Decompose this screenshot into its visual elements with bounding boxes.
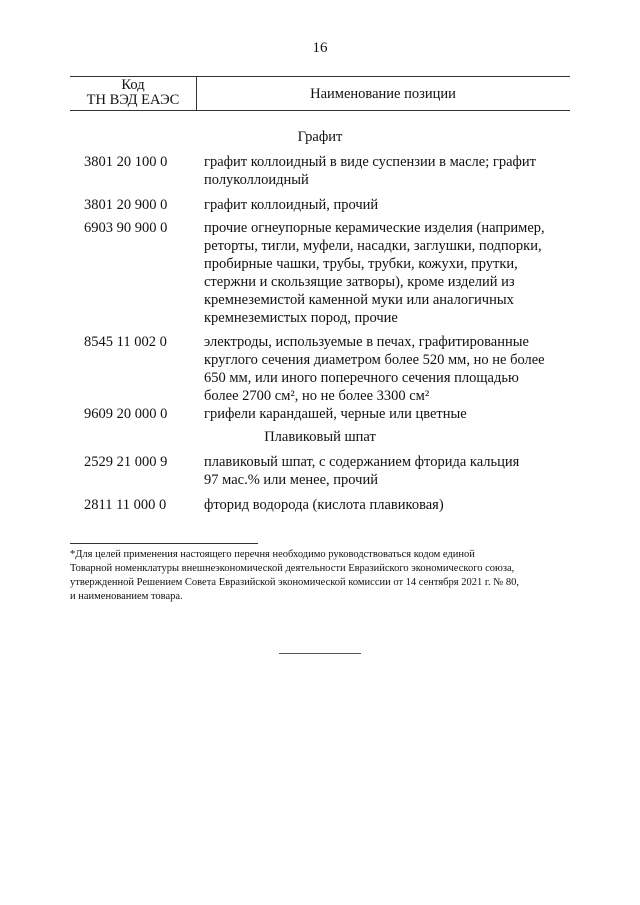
footnote-rule (70, 543, 258, 544)
row-code: 8545 11 002 0 (84, 334, 167, 350)
description-line: реторты, тигли, муфели, насадки, заглушки, подпорки, (204, 238, 542, 254)
header-code-line1: Код (121, 77, 145, 93)
row-description (204, 405, 574, 423)
description-line: 97 мас.% или менее, прочий (204, 472, 378, 488)
end-of-document-rule (279, 653, 361, 654)
description-line: кремнеземистых пород, прочие (204, 310, 398, 326)
description-line: круглого сечения диаметром более 520 мм, но не более (204, 352, 545, 368)
table-header-name: Наименование позиции (310, 86, 456, 102)
row-code: 2811 11 000 0 (84, 497, 167, 513)
footnote (70, 548, 568, 604)
footnote-line: *Для целей применения настоящего перечня необходимо руководствоваться кодом единой (70, 549, 475, 560)
description-line: графит коллоидный в виде суспензии в масле; графит (204, 154, 537, 170)
description-line: электроды, используемые в печах, графитированные (204, 334, 529, 350)
section-title-graphite: Графит (297, 129, 343, 145)
description-line: фторид водорода (кислота плавиковая) (204, 497, 444, 513)
row-description (204, 333, 574, 405)
description-line: полуколлоидный (204, 172, 309, 188)
description-line: плавиковый шпат, с содержанием фторида кальция (204, 454, 520, 470)
header-code-line2: ТН ВЭД ЕАЭС (86, 92, 180, 108)
section-title-fluorspar: Плавиковый шпат (264, 429, 376, 445)
table-top-rule (70, 76, 570, 77)
row-description (204, 219, 574, 327)
page-number: 16 (312, 40, 328, 56)
footnote-line: и наименованием товара. (70, 591, 183, 602)
description-line: графит коллоидный, прочий (204, 197, 379, 213)
description-line: пробирные чашки, трубы, трубки, кожухи, прутки, (204, 256, 518, 272)
description-line: 650 мм, или иного поперечного сечения площадью (204, 370, 519, 386)
row-description (204, 496, 574, 514)
footnote-line: Товарной номенклатуры внешнеэкономической деятельности Евразийского экономического союза, (70, 563, 515, 574)
row-code: 3801 20 900 0 (84, 197, 168, 213)
row-code: 9609 20 000 0 (84, 406, 168, 422)
row-description (204, 153, 574, 189)
row-code: 6903 90 900 0 (84, 220, 168, 236)
table-header-bottom-rule (70, 110, 570, 111)
description-line: кремнеземистой каменной муки или аналогичных (204, 292, 514, 308)
row-description (204, 196, 574, 214)
description-line: стержни и скользящие затворы), кроме изделий из (204, 274, 515, 290)
description-line: более 2700 см², но не более 3300 см² (204, 388, 430, 404)
table-header-code (70, 78, 196, 108)
row-code: 3801 20 100 0 (84, 154, 168, 170)
row-description (204, 453, 574, 489)
footnote-line: утвержденной Решением Совета Евразийской экономической комиссии от 14 сентября 2021 г. № 80, (70, 577, 519, 588)
description-line: грифели карандашей, черные или цветные (204, 406, 467, 422)
row-code: 2529 21 000 9 (84, 454, 168, 470)
description-line: прочие огнеупорные керамические изделия (например, (204, 220, 545, 236)
